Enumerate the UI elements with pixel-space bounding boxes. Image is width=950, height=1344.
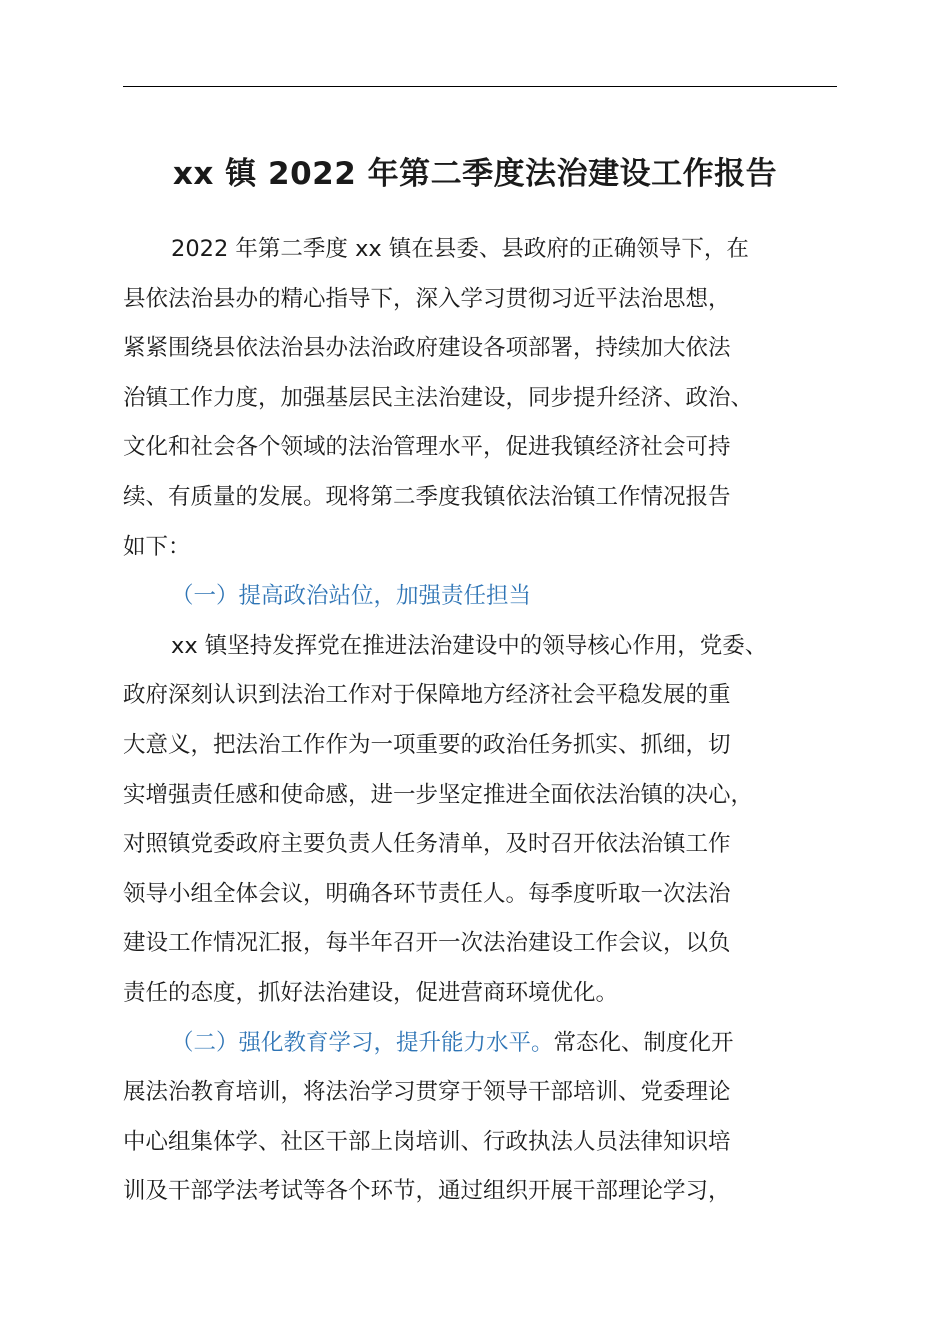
body-line: 如下： [123, 533, 191, 560]
document-title: xx 镇 2022 年第二季度法治建设工作报告 [172, 156, 778, 192]
document-body [123, 225, 837, 1217]
section-heading-2: （二）强化教育学习，提升能力水平。 [171, 1029, 554, 1056]
body-line: 训及干部学法考试等各个环节，通过组织开展干部理论学习， [123, 1178, 731, 1205]
body-line: 紧紧围绕县依法治县办法治政府建设各项部署，持续加大依法 [123, 335, 731, 362]
section-2-lead-text: 常态化、制度化开 [553, 1029, 734, 1056]
body-line: 文化和社会各个领域的法治管理水平，促进我镇经济社会可持 [123, 434, 731, 461]
body-line [123, 1019, 837, 1069]
body-line: 对照镇党委政府主要负责人任务清单，及时召开依法治镇工作 [123, 831, 731, 858]
body-line: 2022 年第二季度 xx 镇在县委、县政府的正确领导下，在 [171, 236, 749, 262]
body-line: 县依法治县办的精心指导下，深入学习贯彻习近平法治思想， [123, 285, 731, 312]
body-line: 大意义，把法治工作作为一项重要的政治任务抓实、抓细，切 [123, 731, 731, 758]
body-line: 建设工作情况汇报，每半年召开一次法治建设工作会议，以负 [123, 930, 731, 957]
body-line: 展法治教育培训，将法治学习贯穿于领导干部培训、党委理论 [123, 1079, 731, 1106]
section-heading-1: （一）提高政治站位，加强责任担当 [171, 583, 532, 610]
body-line: xx 镇坚持发挥党在推进法治建设中的领导核心作用，党委、 [171, 632, 768, 659]
body-line: 责任的态度，抓好法治建设，促进营商环境优化。 [123, 979, 619, 1006]
body-line: 治镇工作力度，加强基层民主法治建设，同步提升经济、政治、 [123, 384, 754, 411]
body-line: 政府深刻认识到法治工作对于保障地方经济社会平稳发展的重 [123, 682, 731, 709]
body-line: 续、有质量的发展。现将第二季度我镇依法治镇工作情况报告 [123, 483, 731, 510]
body-line: 实增强责任感和使命感，进一步坚定推进全面依法治镇的决心， [123, 781, 754, 808]
body-line: 领导小组全体会议，明确各环节责任人。每季度听取一次法治 [123, 880, 731, 907]
header-rule [123, 86, 837, 87]
body-line: 中心组集体学、社区干部上岗培训、行政执法人员法律知识培 [123, 1128, 731, 1155]
